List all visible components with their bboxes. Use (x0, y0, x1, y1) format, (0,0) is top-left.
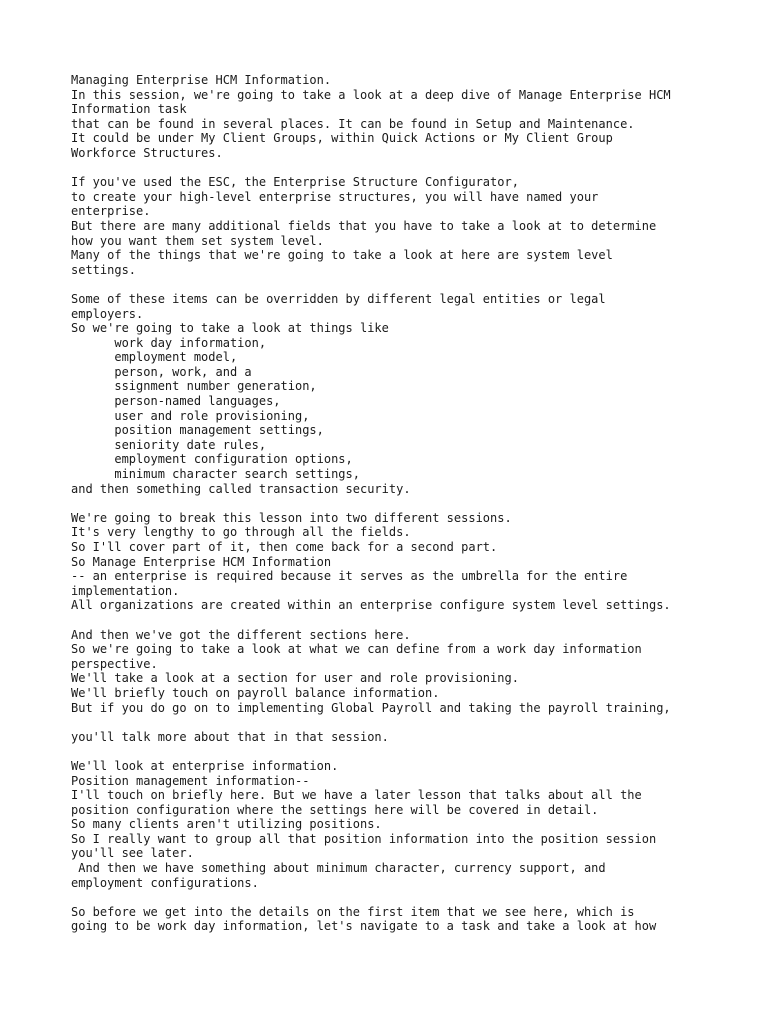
text-line: that can be found in several places. It can be found in Setup and Maintenance. (71, 116, 635, 131)
text-line: perspective. (71, 656, 158, 671)
text-line: employers. (71, 306, 144, 321)
text-line: implementation. (71, 583, 180, 598)
text-line: you'll see later. (71, 846, 194, 861)
text-line: how you want them set system level. (71, 233, 324, 248)
text-line: It could be under My Client Groups, within Quick Actions or My Client Group (71, 131, 613, 146)
text-line: employment model, (71, 350, 238, 365)
text-line: Many of the things that we're going to take a look at here are system level (71, 248, 613, 263)
text-line: minimum character search settings, (71, 467, 360, 482)
text-line: Managing Enterprise HCM Information. (71, 73, 332, 87)
text-line: position configuration where the settings here will be covered in detail. (71, 802, 599, 817)
text-line: seniority date rules, (71, 437, 267, 452)
text-line: We'll briefly touch on payroll balance information. (71, 685, 440, 700)
text-line: going to be work day information, let's navigate to a task and take a look at how (71, 919, 657, 934)
text-line: So I'll cover part of it, then come back for a second part. (71, 540, 498, 554)
text-line: So we're going to take a look at things like (71, 321, 389, 336)
text-line: All organizations are created within an enterprise configure system level settings. (71, 598, 671, 613)
text-line: So I really want to group all that position information into the position session (71, 831, 657, 846)
text-line: In this session, we're going to take a look at a deep dive of Manage Enterprise HCM (71, 87, 671, 102)
text-line: We'll take a look at a section for user and role provisioning. (71, 671, 519, 686)
text-line: employment configuration options, (71, 452, 353, 467)
text-line (71, 890, 731, 905)
text-line: to create your high-level enterprise structures, you will have named your (71, 189, 599, 204)
text-line: Position management information-- (71, 773, 310, 788)
text-line: work day information, (71, 335, 267, 350)
text-line (71, 161, 731, 176)
text-line: We'll look at enterprise information. (71, 758, 339, 773)
text-line: person-named languages, (71, 394, 281, 409)
text-line: If you've used the ESC, the Enterprise Structure Configurator, (71, 175, 519, 190)
text-line: you'll talk more about that in that session. (71, 729, 389, 744)
text-line: settings. (71, 262, 137, 277)
text-line: But there are many additional fields that you have to take a look at to determine (71, 218, 657, 233)
text-line (71, 496, 731, 511)
text-line: and then something called transaction security. (71, 481, 411, 496)
text-line: We're going to break this lesson into two different sessions. (71, 510, 512, 525)
text-line: Information task (71, 102, 187, 117)
text-line: But if you do go on to implementing Global Payroll and taking the payroll training, (71, 700, 671, 715)
text-line: position management settings, (71, 423, 324, 438)
text-line: person, work, and a (71, 364, 252, 379)
text-line: So we're going to take a look at what we can define from a work day information (71, 642, 642, 657)
text-line: It's very lengthy to go through all the fields. (71, 525, 411, 540)
text-line: user and role provisioning, (71, 408, 310, 423)
text-line (71, 744, 731, 759)
text-line: I'll touch on briefly here. But we have a later lesson that talks about all the (71, 788, 642, 803)
text-line (71, 277, 731, 292)
text-line: So before we get into the details on the first item that we see here, which is (71, 904, 635, 919)
text-line: -- an enterprise is required because it serves as the umbrella for the entire (71, 569, 628, 584)
text-line: employment configurations. (71, 875, 259, 890)
text-line (71, 715, 731, 730)
text-line: ssignment number generation, (71, 379, 317, 394)
text-line (71, 613, 731, 628)
text-line: And then we've got the different sections here. (71, 627, 411, 642)
text-line: Workforce Structures. (71, 145, 223, 160)
text-line: enterprise. (71, 204, 151, 219)
text-line: So Manage Enterprise HCM Information (71, 554, 332, 569)
document-page (71, 73, 731, 934)
text-line: Some of these items can be overridden by different legal entities or legal (71, 291, 606, 306)
text-line: And then we have something about minimum character, currency support, and (71, 861, 606, 876)
text-line: So many clients aren't utilizing positions. (71, 817, 382, 832)
